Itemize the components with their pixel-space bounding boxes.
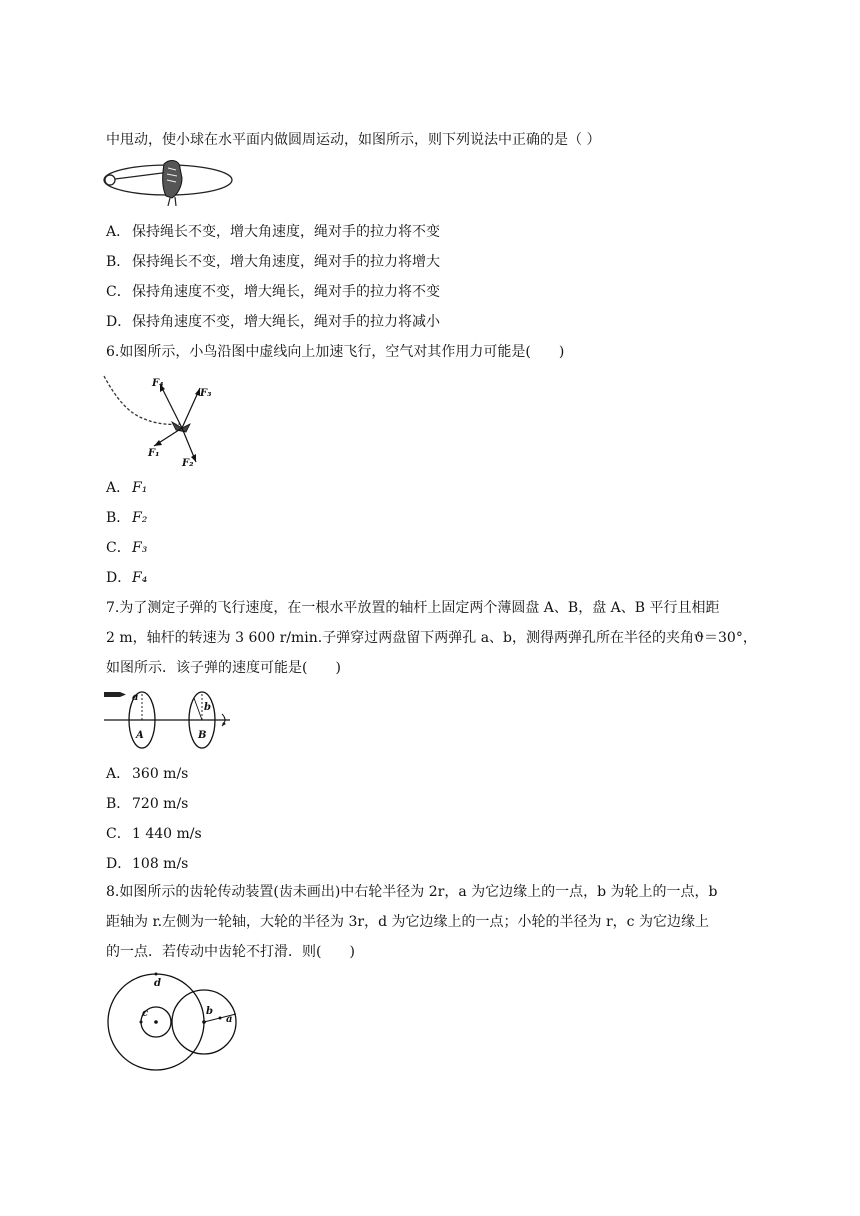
- label-f3: F₃: [200, 388, 212, 399]
- label-b: b: [206, 1006, 213, 1017]
- label-a: a: [226, 1014, 233, 1025]
- option-c: C．F₃: [106, 540, 148, 556]
- question-6-stem: 6.如图所示，小鸟沿图中虚线向上加速飞行，空气对其作用力可能是( ): [106, 344, 565, 360]
- option-a: A． 360 m/s: [106, 766, 189, 782]
- label-a: a: [132, 692, 139, 703]
- question-8-stem-line-2: 距轴为 r.左侧为一轮轴，大轮的半径为 3r，d 为它边缘上的一点；小轮的半径为 r，c 为它边缘上: [106, 914, 709, 930]
- option-d: D．F₄: [106, 570, 148, 586]
- question-5-figure: [100, 158, 240, 206]
- option-d: D．108 m/s: [106, 856, 189, 872]
- option-a: A． 保持绳长不变，增大角速度，绳对手的拉力将不变: [106, 224, 440, 240]
- string: [115, 172, 170, 179]
- question-7-stem-line-3: 如图所示．该子弹的速度可能是( ): [106, 660, 341, 676]
- option-a: A． F₁: [106, 480, 148, 496]
- label-disk-a: A: [136, 730, 144, 741]
- option-b: B． 720 m/s: [106, 796, 189, 812]
- option-c: C．保持角速度不变，增大绳长，绳对手的拉力将不变: [106, 284, 440, 300]
- ball: [105, 175, 115, 185]
- label-f4: F₄: [152, 378, 164, 389]
- question-7-stem-line-1: 7.为了测定子弹的飞行速度，在一根水平放置的轴杆上固定两个薄圆盘 A、B，盘 A、B 平行且相距: [106, 600, 720, 616]
- question-7-stem-line-2: 2 m，轴杆的转速为 3 600 r/min.子弹穿过两盘留下两弹孔 a、b，测得两弹孔所在半径的夹角ϑ＝30°，: [106, 630, 757, 646]
- label-f1: F₁: [148, 448, 160, 459]
- label-d: d: [154, 978, 161, 989]
- question-8-stem-line-3: 的一点．若传动中齿轮不打滑．则( ): [106, 944, 355, 960]
- bullet-icon: [104, 692, 126, 697]
- label-disk-b: B: [198, 730, 207, 741]
- hand-icon: [163, 161, 182, 206]
- label-c: c: [142, 1008, 149, 1019]
- label-f2: F₂: [182, 458, 194, 468]
- option-d: D．保持角速度不变，增大绳长，绳对手的拉力将减小: [106, 314, 440, 330]
- question-7-figure: [102, 686, 236, 752]
- question-6-figure: [102, 372, 214, 468]
- question-5-stem: 中甩动，使小球在水平面内做圆周运动，如图所示，则下列说法中正确的是（ ）: [106, 132, 601, 148]
- option-b: B． 保持绳长不变，增大角速度，绳对手的拉力将增大: [106, 254, 440, 270]
- question-8-stem-line-1: 8.如图所示的齿轮传动装置(齿未画出)中右轮半径为 2r，a 为它边缘上的一点，b 为轮上的一点，b: [106, 884, 718, 900]
- option-b: B． F₂: [106, 510, 148, 526]
- question-8-figure: [100, 968, 240, 1072]
- option-c: C．1 440 m/s: [106, 826, 202, 842]
- label-b: b: [204, 702, 211, 713]
